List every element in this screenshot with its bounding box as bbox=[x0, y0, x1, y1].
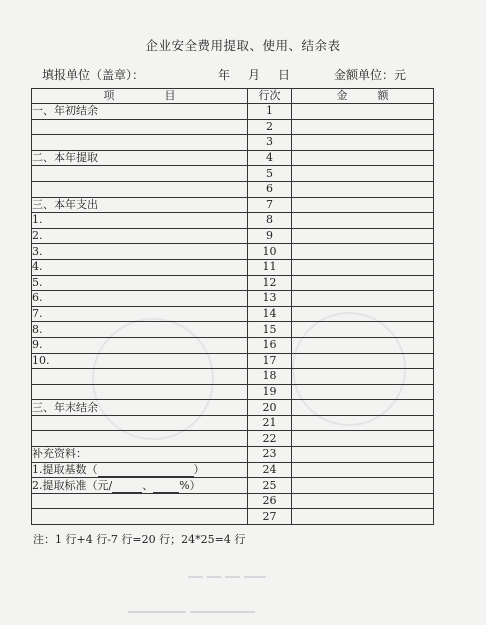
column-header-amount: 金额 bbox=[292, 89, 434, 104]
row-amount-cell[interactable] bbox=[292, 244, 434, 260]
row-amount-cell[interactable] bbox=[292, 228, 434, 244]
row-amount-cell[interactable] bbox=[292, 259, 434, 275]
table-row bbox=[32, 369, 434, 385]
row-amount-cell[interactable] bbox=[292, 197, 434, 213]
reporting-unit-label: 填报单位（盖章）： bbox=[42, 68, 145, 82]
row-line-number: 7 bbox=[248, 197, 292, 213]
bleed-through-text: ━━━━━━━━ ━━━━━━━━━ bbox=[128, 605, 255, 619]
table-row bbox=[32, 291, 434, 307]
row-line-number: 15 bbox=[248, 322, 292, 338]
rate-standard-close: %） bbox=[179, 478, 201, 492]
base-amount-label: 1.提取基数（ bbox=[32, 462, 98, 476]
base-amount-close: ） bbox=[193, 462, 205, 476]
row-line-number: 25 bbox=[248, 478, 292, 494]
row-item-label: 7. bbox=[32, 306, 248, 322]
row-amount-cell[interactable] bbox=[292, 104, 434, 120]
row-amount-cell[interactable] bbox=[292, 431, 434, 447]
row-line-number: 18 bbox=[248, 369, 292, 385]
row-line-number: 4 bbox=[248, 150, 292, 166]
row-amount-cell[interactable] bbox=[292, 400, 434, 416]
row-item-label: 2. bbox=[32, 228, 248, 244]
table-row bbox=[32, 493, 434, 509]
row-line-number: 26 bbox=[248, 493, 292, 509]
row-line-number: 21 bbox=[248, 415, 292, 431]
table-row bbox=[32, 197, 434, 213]
row-line-number: 20 bbox=[248, 400, 292, 416]
table-body bbox=[32, 104, 434, 525]
row-item-label: 5. bbox=[32, 275, 248, 291]
table-row bbox=[32, 400, 434, 416]
row-line-number: 27 bbox=[248, 509, 292, 525]
expense-table bbox=[31, 88, 434, 525]
row-line-number: 9 bbox=[248, 228, 292, 244]
form-header bbox=[42, 66, 442, 82]
row-line-number: 5 bbox=[248, 166, 292, 182]
row-item-label bbox=[32, 135, 248, 151]
table-row bbox=[32, 322, 434, 338]
footnote: 注：1 行+4 行-7 行=20 行；24*25=4 行 bbox=[33, 533, 246, 546]
row-amount-cell[interactable] bbox=[292, 509, 434, 525]
row-item-label bbox=[32, 431, 248, 447]
row-item-label bbox=[32, 509, 248, 525]
table-row bbox=[32, 213, 434, 229]
rate-standard-label: 2.提取标准（元/ bbox=[32, 478, 113, 492]
row-line-number: 12 bbox=[248, 275, 292, 291]
day-label: 日 bbox=[278, 68, 291, 82]
form-title: 企业安全费用提取、使用、结余表 bbox=[145, 38, 341, 53]
row-line-number: 22 bbox=[248, 431, 292, 447]
row-line-number: 8 bbox=[248, 213, 292, 229]
row-line-number: 11 bbox=[248, 259, 292, 275]
row-amount-cell[interactable] bbox=[292, 150, 434, 166]
table-row bbox=[32, 431, 434, 447]
table-row bbox=[32, 228, 434, 244]
row-amount-cell[interactable] bbox=[292, 322, 434, 338]
row-line-number: 14 bbox=[248, 306, 292, 322]
base-amount-field bbox=[32, 462, 248, 478]
row-item-label: 补充资料： bbox=[32, 447, 248, 463]
table-row bbox=[32, 478, 434, 494]
row-amount-cell[interactable] bbox=[292, 478, 434, 494]
row-item-label bbox=[32, 119, 248, 135]
row-line-number: 13 bbox=[248, 291, 292, 307]
row-item-label: 1. bbox=[32, 213, 248, 229]
table-row bbox=[32, 166, 434, 182]
table-row bbox=[32, 306, 434, 322]
row-item-label: 一、年初结余 bbox=[32, 104, 248, 120]
row-item-label: 4. bbox=[32, 259, 248, 275]
table-row bbox=[32, 384, 434, 400]
row-line-number: 2 bbox=[248, 119, 292, 135]
table-row bbox=[32, 447, 434, 463]
row-item-label bbox=[32, 384, 248, 400]
row-amount-cell[interactable] bbox=[292, 337, 434, 353]
row-item-label: 8. bbox=[32, 322, 248, 338]
currency-unit-label: 金额单位：元 bbox=[334, 68, 407, 82]
row-item-label bbox=[32, 369, 248, 385]
row-amount-cell[interactable] bbox=[292, 275, 434, 291]
row-item-label: 三、年末结余 bbox=[32, 400, 248, 416]
row-item-label: 3. bbox=[32, 244, 248, 260]
table-row bbox=[32, 462, 434, 478]
row-amount-cell[interactable] bbox=[292, 384, 434, 400]
row-amount-cell[interactable] bbox=[292, 353, 434, 369]
rate-percent-blank[interactable] bbox=[153, 492, 179, 493]
row-line-number: 17 bbox=[248, 353, 292, 369]
table-row bbox=[32, 181, 434, 197]
row-line-number: 19 bbox=[248, 384, 292, 400]
row-line-number: 3 bbox=[248, 135, 292, 151]
bleed-through-text: ━━ ━━ ━━ ━━━ bbox=[188, 570, 266, 584]
row-line-number: 10 bbox=[248, 244, 292, 260]
table-row bbox=[32, 104, 434, 120]
row-amount-cell[interactable] bbox=[292, 119, 434, 135]
row-item-label: 二、本年提取 bbox=[32, 150, 248, 166]
month-label: 月 bbox=[248, 68, 261, 82]
table-header-row bbox=[32, 89, 434, 104]
row-line-number: 16 bbox=[248, 337, 292, 353]
table-row bbox=[32, 353, 434, 369]
table-row bbox=[32, 259, 434, 275]
rate-standard-field bbox=[32, 478, 248, 494]
table-row bbox=[32, 415, 434, 431]
row-amount-cell[interactable] bbox=[292, 306, 434, 322]
table-row bbox=[32, 337, 434, 353]
row-amount-cell[interactable] bbox=[292, 415, 434, 431]
table-row bbox=[32, 244, 434, 260]
year-label: 年 bbox=[218, 68, 231, 82]
row-item-label: 10. bbox=[32, 353, 248, 369]
table-row bbox=[32, 135, 434, 151]
row-amount-cell[interactable] bbox=[292, 166, 434, 182]
row-item-label bbox=[32, 181, 248, 197]
column-header-line-no: 行次 bbox=[248, 89, 292, 104]
row-line-number: 23 bbox=[248, 447, 292, 463]
table-row bbox=[32, 275, 434, 291]
rate-unit-blank[interactable] bbox=[112, 492, 142, 493]
table-row bbox=[32, 119, 434, 135]
row-item-label: 9. bbox=[32, 337, 248, 353]
row-amount-cell[interactable] bbox=[292, 213, 434, 229]
table-row bbox=[32, 509, 434, 525]
row-amount-cell[interactable] bbox=[292, 462, 434, 478]
row-item-label bbox=[32, 415, 248, 431]
rate-separator: 、 bbox=[142, 478, 154, 492]
row-item-label bbox=[32, 493, 248, 509]
row-item-label: 6. bbox=[32, 291, 248, 307]
row-amount-cell[interactable] bbox=[292, 493, 434, 509]
row-amount-cell[interactable] bbox=[292, 135, 434, 151]
column-header-item: 项目 bbox=[32, 89, 248, 104]
row-amount-cell[interactable] bbox=[292, 181, 434, 197]
row-line-number: 6 bbox=[248, 181, 292, 197]
row-item-label bbox=[32, 166, 248, 182]
base-amount-blank[interactable] bbox=[98, 476, 194, 477]
row-item-label: 三、本年支出 bbox=[32, 197, 248, 213]
row-line-number: 24 bbox=[248, 462, 292, 478]
row-amount-cell[interactable] bbox=[292, 369, 434, 385]
row-amount-cell[interactable] bbox=[292, 291, 434, 307]
row-amount-cell[interactable] bbox=[292, 447, 434, 463]
table-row bbox=[32, 150, 434, 166]
row-line-number: 1 bbox=[248, 104, 292, 120]
